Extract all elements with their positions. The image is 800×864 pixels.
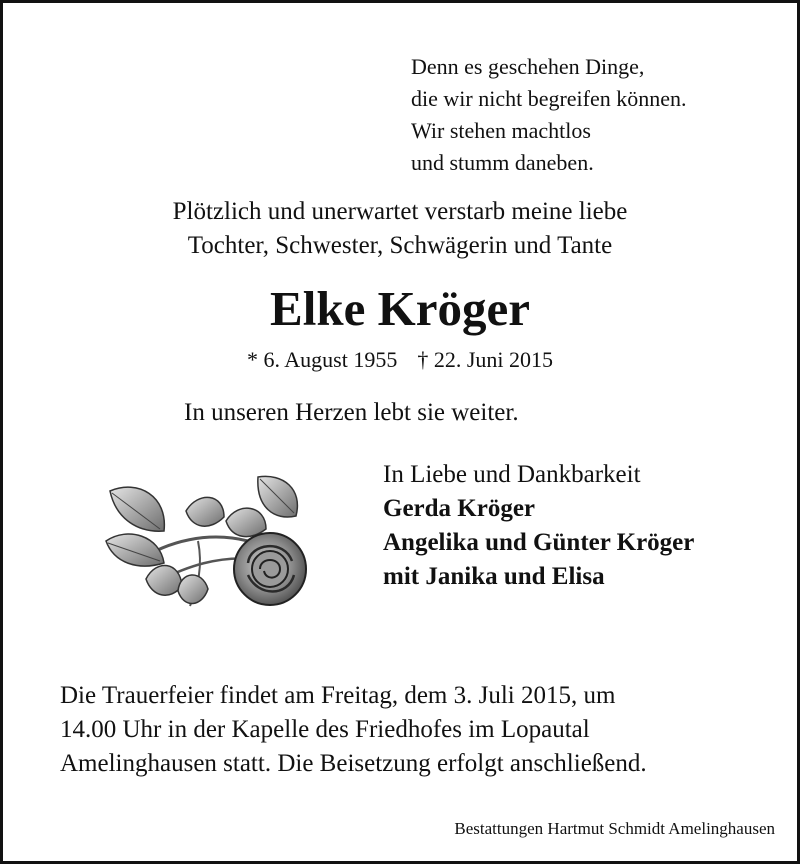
memorial-motto: In unseren Herzen lebt sie weiter. xyxy=(184,399,519,426)
intro-line: Plötzlich und unerwartet verstarb meine liebe xyxy=(172,198,628,225)
death-date: † 22. Juni 2015 xyxy=(417,347,554,372)
mourner-name: Angelika und Günter Kröger xyxy=(383,529,695,556)
ceremony-line: 14.00 Uhr in der Kapelle des Friedhofes im Lopautal xyxy=(60,716,590,743)
poem-line: Wir stehen machtlos xyxy=(411,118,591,143)
poem-line: Denn es geschehen Dinge, xyxy=(411,54,645,79)
intro-line: Tochter, Schwester, Schwägerin und Tante xyxy=(187,232,613,259)
mourner-name: mit Janika und Elisa xyxy=(383,563,605,590)
poem-line: und stumm daneben. xyxy=(411,150,594,175)
death-announcement xyxy=(3,195,797,263)
rose-with-leaves-icon xyxy=(98,471,313,621)
funeral-details xyxy=(60,679,647,781)
poem xyxy=(411,51,687,179)
mourner-name: Gerda Kröger xyxy=(383,495,536,522)
birth-date: * 6. August 1955 xyxy=(246,347,398,372)
poem-line: die wir nicht begreifen können. xyxy=(411,86,687,111)
mourners-block xyxy=(383,458,694,594)
ceremony-line: Die Trauerfeier findet am Freitag, dem 3. Juli 2015, um xyxy=(60,682,616,709)
mourners-heading: In Liebe und Dankbarkeit xyxy=(383,461,641,488)
deceased-name: Elke Kröger xyxy=(270,281,530,336)
life-dates xyxy=(3,345,797,375)
funeral-home-credit: Bestattungen Hartmut Schmidt Amelinghausen xyxy=(454,819,775,838)
ceremony-line: Amelinghausen statt. Die Beisetzung erfolgt anschließend. xyxy=(60,750,647,777)
